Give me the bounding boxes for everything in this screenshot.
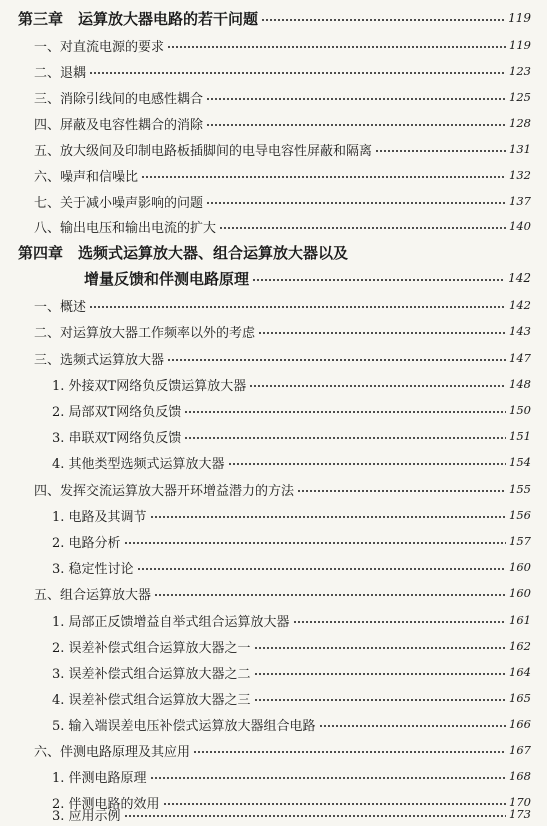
leader-dots <box>219 227 506 229</box>
toc-entry <box>0 33 547 57</box>
leader-dots <box>141 176 506 178</box>
page-number: 147 <box>509 351 531 365</box>
toc-entry <box>0 555 547 579</box>
entry-title: 七、关于减小噪声影响的问题 <box>34 195 204 211</box>
entry-title: 2. 误差补偿式组合运算放大器之一 <box>52 640 251 656</box>
leader-dots <box>184 411 506 413</box>
leader-dots <box>206 202 506 204</box>
page-number: 137 <box>509 194 531 208</box>
page-number: 140 <box>509 219 531 233</box>
entry-title: 八、输出电压和输出电流的扩大 <box>34 220 217 236</box>
page-number: 143 <box>509 324 531 338</box>
toc-entry <box>0 450 547 474</box>
page-number: 148 <box>509 377 531 391</box>
entry-title: 4. 误差补偿式组合运算放大器之三 <box>52 692 251 708</box>
page-number: 132 <box>509 168 531 182</box>
toc-entry <box>0 137 547 161</box>
entry-title: 五、组合运算放大器 <box>34 587 152 603</box>
leader-dots <box>254 673 507 675</box>
entry-title: 四、屏蔽及电容性耦合的消除 <box>34 117 204 133</box>
leader-dots <box>319 725 507 727</box>
page-number: 160 <box>509 560 531 574</box>
leader-dots <box>124 815 507 817</box>
page-number: 123 <box>509 64 531 78</box>
toc-entry <box>0 634 547 658</box>
toc-entry <box>0 802 547 826</box>
toc-entry <box>0 372 547 396</box>
page-number: 142 <box>508 271 531 285</box>
toc-entry <box>0 398 547 422</box>
entry-title: 第四章 选频式运算放大器、组合运算放大器以及 <box>18 243 349 262</box>
chapter-entry <box>0 240 547 264</box>
leader-dots <box>184 437 506 439</box>
page-number: 154 <box>509 455 531 469</box>
leader-dots <box>150 516 507 518</box>
page-number: 131 <box>509 142 531 156</box>
toc-entry <box>0 581 547 605</box>
entry-title: 六、噪声和信噪比 <box>34 169 139 185</box>
page-number: 161 <box>509 613 531 627</box>
entry-title: 三、选频式运算放大器 <box>34 352 165 368</box>
leader-dots <box>154 594 506 596</box>
page-number: 162 <box>509 639 531 653</box>
page-number: 165 <box>509 691 531 705</box>
entry-title: 四、发挥交流运算放大器开环增益潜力的方法 <box>34 483 295 499</box>
page-number: 128 <box>509 116 531 130</box>
leader-dots <box>228 463 507 465</box>
toc-entry <box>0 214 547 238</box>
leader-dots <box>89 72 506 74</box>
entry-title: 六、伴测电路原理及其应用 <box>34 744 191 760</box>
entry-title: 一、对直流电源的要求 <box>34 39 165 55</box>
entry-title: 增量反馈和伴测电路原理 <box>84 269 250 288</box>
leader-dots <box>124 542 507 544</box>
leader-dots <box>137 568 507 570</box>
page-number: 168 <box>509 769 531 783</box>
leader-dots <box>206 124 506 126</box>
page-number: 150 <box>509 403 531 417</box>
chapter-entry <box>0 6 547 30</box>
entry-title: 5. 输入端误差电压补偿式运算放大器组合电路 <box>52 718 316 734</box>
entry-title: 3. 误差补偿式组合运算放大器之二 <box>52 666 251 682</box>
page-number: 155 <box>509 482 531 496</box>
page-number: 125 <box>509 90 531 104</box>
toc-entry <box>0 686 547 710</box>
entry-title: 3. 应用示例 <box>52 808 121 824</box>
page-number: 157 <box>509 534 531 548</box>
toc-entry <box>0 85 547 109</box>
leader-dots <box>206 98 506 100</box>
entry-title: 1. 局部正反馈增益自举式组合运算放大器 <box>52 614 290 630</box>
leader-dots <box>249 385 506 387</box>
entry-title: 五、放大级间及印制电路板插脚间的电导电容性屏蔽和隔离 <box>34 143 373 159</box>
entry-title: 3. 串联双T网络负反馈 <box>52 430 182 446</box>
toc-entry <box>0 59 547 83</box>
entry-title: 2. 伴测电路的效用 <box>52 796 160 812</box>
toc-entry <box>0 660 547 684</box>
leader-dots <box>375 150 506 152</box>
leader-dots <box>252 279 505 281</box>
page-number: 167 <box>509 743 531 757</box>
page-number: 170 <box>509 795 531 809</box>
entry-title: 2. 局部双T网络负反馈 <box>52 404 182 420</box>
entry-title: 2. 电路分析 <box>52 535 121 551</box>
page-number: 164 <box>509 665 531 679</box>
leader-dots <box>193 751 506 753</box>
toc-entry <box>0 346 547 370</box>
toc-entry <box>0 266 547 290</box>
toc-entry <box>0 608 547 632</box>
page-number: 119 <box>509 38 531 52</box>
leader-dots <box>258 332 506 334</box>
leader-dots <box>167 359 506 361</box>
toc-entry <box>0 111 547 135</box>
entry-title: 1. 电路及其调节 <box>52 509 147 525</box>
entry-title: 1. 外接双T网络负反馈运算放大器 <box>52 378 247 394</box>
toc-entry <box>0 503 547 527</box>
leader-dots <box>150 777 507 779</box>
toc-entry <box>0 738 547 762</box>
entry-title: 1. 伴测电路原理 <box>52 770 147 786</box>
page-number: 151 <box>509 429 531 443</box>
page-number: 166 <box>509 717 531 731</box>
toc-entry <box>0 424 547 448</box>
leader-dots <box>254 647 507 649</box>
page-number: 142 <box>509 298 531 312</box>
page-number: 160 <box>509 586 531 600</box>
leader-dots <box>293 621 507 623</box>
entry-title: 3. 稳定性讨论 <box>52 561 134 577</box>
toc-entry <box>0 712 547 736</box>
leader-dots <box>167 46 506 48</box>
toc-entry <box>0 529 547 553</box>
toc-entry <box>0 293 547 317</box>
entry-title: 二、退耦 <box>34 65 87 81</box>
toc-entry <box>0 163 547 187</box>
page-number: 156 <box>509 508 531 522</box>
leader-dots <box>89 306 506 308</box>
page-number: 173 <box>509 807 531 821</box>
entry-title: 一、概述 <box>34 299 87 315</box>
entry-title: 三、消除引线间的电感性耦合 <box>34 91 204 107</box>
entry-title: 二、对运算放大器工作频率以外的考虑 <box>34 325 256 341</box>
page-number: 119 <box>508 11 531 25</box>
entry-title: 4. 其他类型选频式运算放大器 <box>52 456 225 472</box>
leader-dots <box>254 699 507 701</box>
leader-dots <box>297 490 506 492</box>
entry-title: 第三章 运算放大器电路的若干问题 <box>18 9 259 28</box>
toc-entry <box>0 764 547 788</box>
toc-entry <box>0 477 547 501</box>
toc-entry <box>0 319 547 343</box>
leader-dots <box>261 19 505 21</box>
toc-entry <box>0 189 547 213</box>
